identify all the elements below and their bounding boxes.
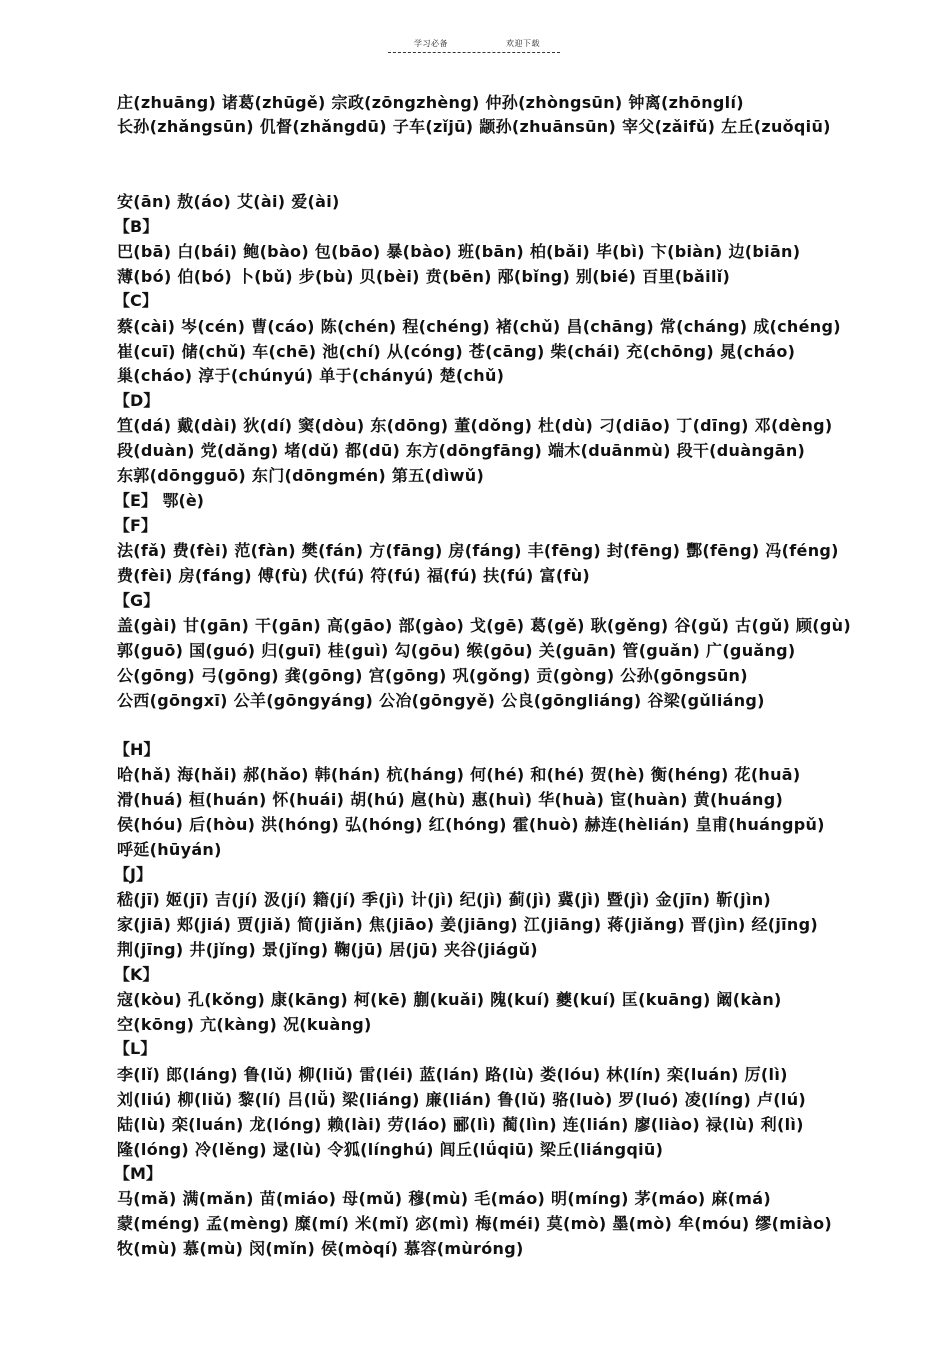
text-line: 滑(huá) 桓(huán) 怀(huái) 胡(hú) 扈(hù) 惠(huì) 华(huà) 宦(huàn) 黄(huáng)	[117, 790, 784, 809]
text-line: 空(kōng) 亢(kàng) 况(kuàng)	[117, 1015, 372, 1034]
section-heading: 【C】	[114, 291, 158, 310]
section-heading: 【F】	[114, 516, 157, 535]
text-line: 呼延(hūyán)	[117, 840, 222, 859]
text-line: 公(gōng) 弓(gōng) 龚(gōng) 宫(gōng) 巩(gǒng) 贡(gòng) 公孙(gōngsūn)	[117, 666, 748, 685]
text-line: 盖(gài) 甘(gān) 干(gān) 高(gāo) 部(gào) 戈(gē) 葛(gě) 耿(gěng) 谷(gǔ) 古(gǔ) 顾(gù)	[117, 616, 851, 635]
header-divider	[388, 52, 560, 53]
section-heading: 【L】	[114, 1039, 157, 1058]
section-heading: 【B】	[114, 217, 159, 236]
text-line: 东郭(dōngguō) 东门(dōngmén) 第五(dìwǔ)	[117, 466, 485, 485]
text-line: 安(ān) 敖(áo) 艾(ài) 爱(ài)	[117, 192, 340, 211]
section-heading: 【G】	[114, 591, 160, 610]
text-line: 长孙(zhǎngsūn) 仉督(zhǎngdū) 子车(zǐjū) 颛孙(zhuānsūn) 宰父(zǎifǔ) 左丘(zuǒqiū)	[117, 117, 831, 136]
section-heading: 【J】	[114, 865, 152, 884]
text-line: 笪(dá) 戴(dài) 狄(dí) 窦(dòu) 东(dōng) 董(dǒng) 杜(dù) 刁(diāo) 丁(dīng) 邓(dèng)	[117, 416, 833, 435]
header-left-text: 学习必备	[414, 39, 448, 48]
text-line: 法(fǎ) 费(fèi) 范(fàn) 樊(fán) 方(fāng) 房(fáng) 丰(fēng) 封(fēng) 酆(fēng) 冯(féng)	[117, 541, 839, 560]
text-line: 寇(kòu) 孔(kǒng) 康(kāng) 柯(kē) 蒯(kuǎi) 隗(kuí) 夔(kuí) 匡(kuāng) 阚(kàn)	[117, 990, 782, 1009]
text-line: 家(jiā) 郏(jiá) 贾(jiǎ) 简(jiǎn) 焦(jiāo) 姜(jiāng) 江(jiāng) 蒋(jiǎng) 晋(jìn) 经(jīng)	[117, 915, 818, 934]
text-line: 哈(hǎ) 海(hǎi) 郝(hǎo) 韩(hán) 杭(háng) 何(hé) 和(hé) 贺(hè) 衡(héng) 花(huā)	[117, 765, 801, 784]
text-line: 费(fèi) 房(fáng) 傅(fù) 伏(fú) 符(fú) 福(fú) 扶(fú) 富(fù)	[117, 566, 590, 585]
section-heading: 【D】	[114, 391, 160, 410]
text-line: 巴(bā) 白(bái) 鲍(bào) 包(bāo) 暴(bào) 班(bān) 柏(bǎi) 毕(bì) 卞(biàn) 边(biān)	[117, 242, 801, 261]
text-line: 荆(jīng) 井(jǐng) 景(jǐng) 鞠(jū) 居(jū) 夹谷(jiágǔ)	[117, 940, 538, 959]
text-line: 李(lǐ) 郎(láng) 鲁(lǔ) 柳(liǔ) 雷(léi) 蓝(lán) 路(lù) 娄(lóu) 林(lín) 栾(luán) 厉(lì)	[117, 1065, 788, 1084]
text-line: 巢(cháo) 淳于(chúnyú) 单于(chányú) 楚(chǔ)	[117, 366, 505, 385]
text-line: 嵇(jī) 姬(jī) 吉(jí) 汲(jí) 籍(jí) 季(jì) 计(jì) 纪(jì) 蓟(jì) 冀(jì) 暨(jì) 金(jīn) 靳(jìn)	[117, 890, 772, 909]
section-heading: 【H】	[114, 740, 160, 759]
text-line: 薄(bó) 伯(bó) 卜(bǔ) 步(bù) 贝(bèi) 贲(bēn) 邴(bǐng) 别(bié) 百里(bǎilǐ)	[117, 267, 731, 286]
section-heading: 【M】	[114, 1164, 162, 1183]
text-line: 刘(liú) 柳(liǔ) 黎(lí) 吕(lǚ) 梁(liáng) 廉(lián) 鲁(lǔ) 骆(luò) 罗(luó) 凌(líng) 卢(lú)	[117, 1090, 807, 1109]
text-line: 蔡(cài) 岑(cén) 曹(cáo) 陈(chén) 程(chéng) 褚(chǔ) 昌(chāng) 常(cháng) 成(chéng)	[117, 317, 841, 336]
text-line: 庄(zhuāng) 诸葛(zhūgě) 宗政(zōngzhèng) 仲孙(zhòngsūn) 钟离(zhōnglí)	[117, 93, 744, 112]
text-line: 陆(lù) 栾(luán) 龙(lóng) 赖(lài) 劳(láo) 郦(lì) 蔺(lìn) 连(lián) 廖(liào) 禄(lù) 利(lì)	[117, 1115, 804, 1134]
header-right-text: 欢迎下载	[506, 39, 540, 48]
text-line: 侯(hóu) 后(hòu) 洪(hóng) 弘(hóng) 红(hóng) 霍(huò) 赫连(hèlián) 皇甫(huángpǔ)	[117, 815, 825, 834]
text-line: 蒙(méng) 孟(mèng) 糜(mí) 米(mǐ) 宓(mì) 梅(méi) 莫(mò) 墨(mò) 牟(móu) 缪(miào)	[117, 1214, 833, 1233]
text-line: 崔(cuī) 储(chǔ) 车(chē) 池(chí) 从(cóng) 苍(cāng) 柴(chái) 充(chōng) 晁(cháo)	[117, 342, 796, 361]
section-heading: 【K】	[114, 965, 159, 984]
text-line: 隆(lóng) 冷(lěng) 逯(lù) 令狐(línghú) 闾丘(lǘqiū) 梁丘(liángqiū)	[117, 1140, 664, 1159]
section-heading: 【E】 鄂(è)	[114, 491, 204, 510]
text-line: 马(mǎ) 满(mǎn) 苗(miáo) 母(mǔ) 穆(mù) 毛(máo) 明(míng) 茅(máo) 麻(má)	[117, 1189, 771, 1208]
text-line: 牧(mù) 慕(mù) 闵(mǐn) 侯(mòqí) 慕容(mùróng)	[117, 1239, 524, 1258]
text-line: 公西(gōngxī) 公羊(gōngyáng) 公冶(gōngyě) 公良(gōngliáng) 谷梁(gǔliáng)	[117, 691, 765, 710]
text-line: 段(duàn) 党(dǎng) 堵(dǔ) 都(dū) 东方(dōngfāng) 端木(duānmù) 段干(duàngān)	[117, 441, 806, 460]
text-line: 郭(guō) 国(guó) 归(guī) 桂(guì) 勾(gōu) 缑(gōu) 关(guān) 管(guǎn) 广(guǎng)	[117, 641, 796, 660]
